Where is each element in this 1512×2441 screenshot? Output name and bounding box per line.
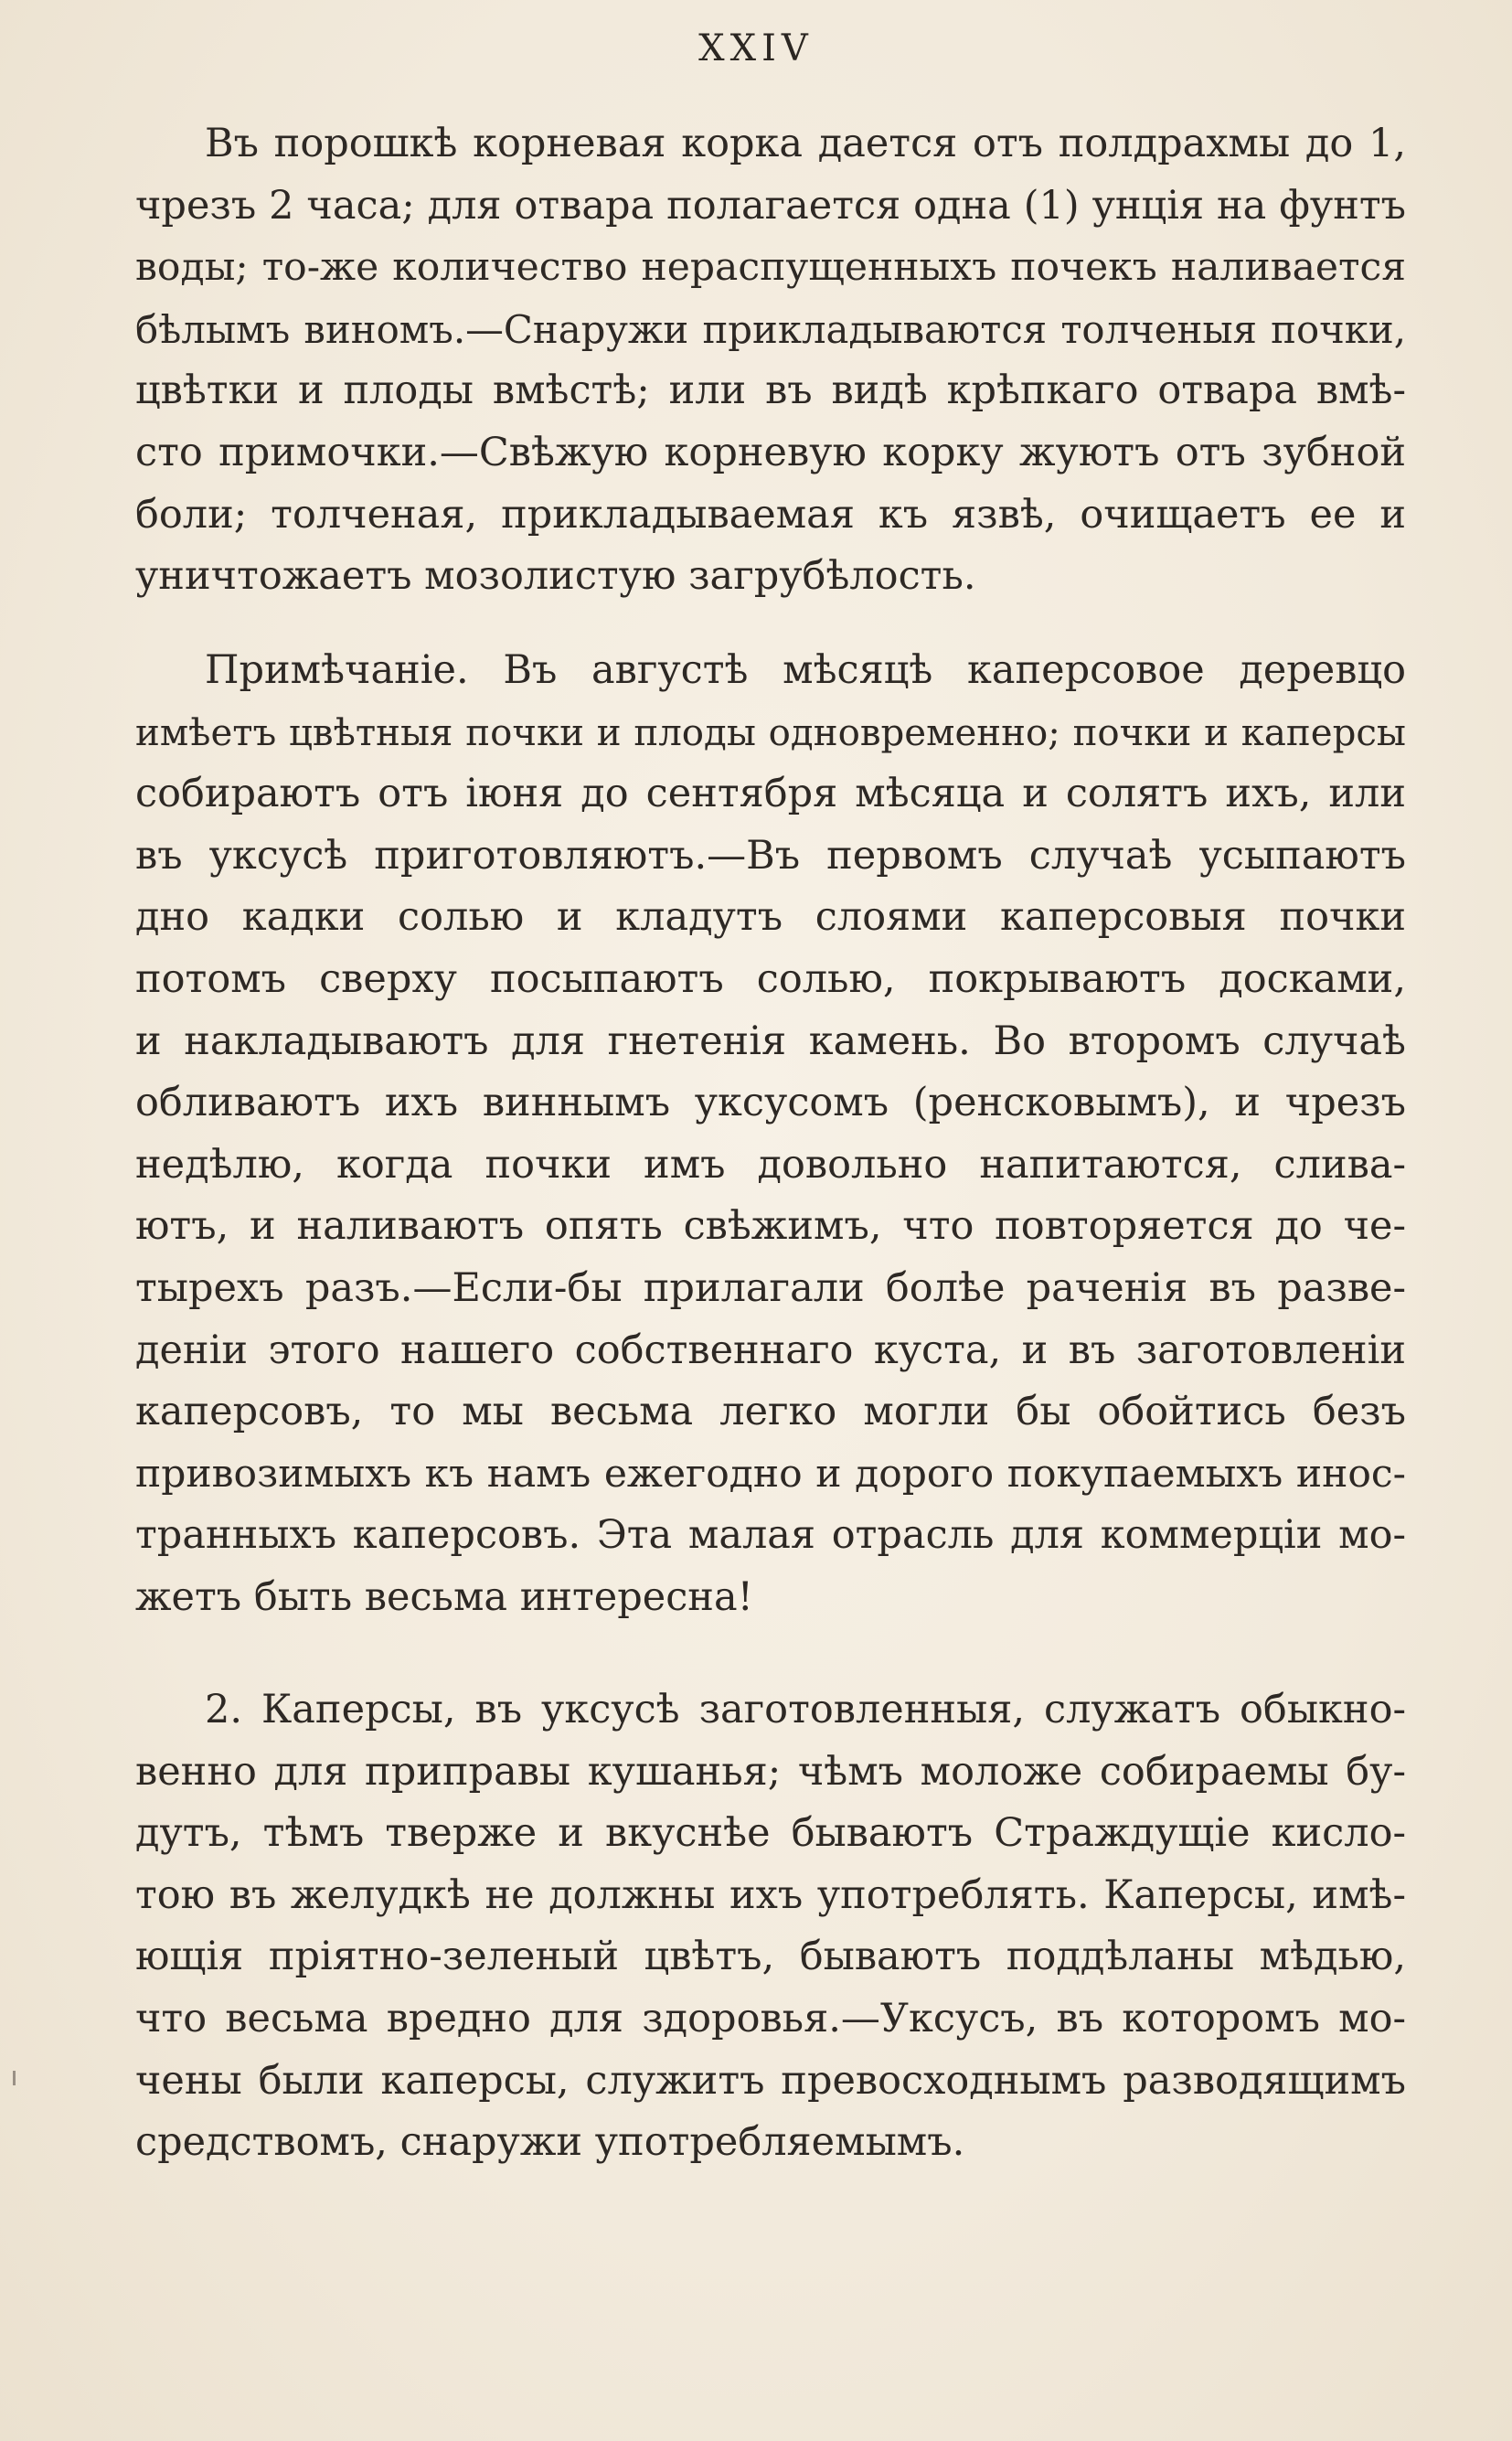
text-line: въ уксусѣ приготовляютъ.—Въ первомъ случаѣ усыпаютъ: [135, 832, 1406, 879]
text-line: транныхъ каперсовъ. Эта малая отрасль для коммерціи мо-: [135, 1512, 1406, 1559]
text-line: имѣетъ цвѣтныя почки и плоды одновременно; почки и каперсы: [135, 710, 1406, 754]
text-line: Въ порошкѣ корневая корка дается отъ полдрахмы до 1,: [205, 121, 1406, 166]
text-line: бѣлымъ виномъ.—Снаружи прикладываются толченыя почки,: [135, 306, 1406, 352]
page-number: XXIV: [698, 27, 814, 69]
text-line: деніи этого нашего собственнаго куста, и въ заготовленіи: [135, 1327, 1406, 1373]
text-line: цвѣтки и плоды вмѣстѣ; или въ видѣ крѣпкаго отвара вмѣ-: [135, 368, 1406, 414]
text-line: потомъ сверху посыпаютъ солью, покрываютъ досками,: [135, 955, 1406, 1002]
text-line: чены были каперсы, служитъ превосходнымъ разводящимъ: [135, 2057, 1406, 2104]
text-line: привозимыхъ къ намъ ежегодно и дорого покупаемыхъ инос-: [135, 1451, 1406, 1497]
text-line: воды; то-же количество нераспущенныхъ почекъ наливается: [135, 245, 1406, 291]
text-line: тою въ желудкѣ не должны ихъ употреблять. Каперсы, имѣ-: [135, 1871, 1406, 1918]
text-line: венно для приправы кушанья; чѣмъ моложе собираемы бу-: [135, 1748, 1406, 1795]
text-line: средствомъ, снаружи употребляемымъ.: [135, 2119, 965, 2166]
paragraph-note: [135, 640, 1406, 1629]
text-line: уничтожаетъ мозолистую загрубѣлость.: [135, 553, 976, 600]
text-line: дутъ, тѣмъ тверже и вкуснѣе бываютъ Страждущіе кисло-: [135, 1810, 1406, 1857]
text-line: Примѣчаніе. Въ августѣ мѣсяцѣ каперсовое деревцо: [205, 647, 1406, 693]
text-line: недѣлю, когда почки имъ довольно напитаются, слива-: [135, 1141, 1406, 1188]
text-line: жетъ быть весьма интересна!: [135, 1573, 753, 1620]
paragraph-dosage: [135, 113, 1406, 608]
paragraph-capers-use: [135, 1679, 1406, 2174]
text-line: и накладываютъ для гнетенія камень. Во второмъ случаѣ: [135, 1018, 1406, 1064]
text-line: ютъ, и наливаютъ опять свѣжимъ, что повторяется до че-: [135, 1203, 1406, 1250]
text-line: что весьма вредно для здоровья.—Уксусъ, въ которомъ мо-: [135, 1995, 1406, 2041]
margin-mark: [13, 2071, 16, 2085]
text-line: сто примочки.—Свѣжую корневую корку жуютъ отъ зубной: [135, 429, 1406, 475]
text-line: тырехъ разъ.—Если-бы прилагали болѣе раченія въ разве-: [135, 1264, 1406, 1311]
text-line: обливаютъ ихъ виннымъ уксусомъ (ренсковымъ), и чрезъ: [135, 1080, 1406, 1126]
text-line: ющія пріятно-зеленый цвѣтъ, бываютъ поддѣланы мѣдью,: [135, 1934, 1406, 1980]
text-line: дно кадки солью и кладутъ слоями каперсовыя почки: [135, 894, 1406, 941]
text-line: боли; толченая, прикладываемая къ язвѣ, очищаетъ ее и: [135, 491, 1406, 538]
text-line: 2. Каперсы, въ уксусѣ заготовленныя, служатъ обыкно-: [205, 1687, 1406, 1732]
text-line: каперсовъ, то мы весьма легко могли бы обойтись безъ: [135, 1389, 1406, 1435]
text-line: чрезъ 2 часа; для отвара полагается одна (1) унція на фунтъ: [135, 182, 1406, 229]
text-line: собираютъ отъ іюня до сентября мѣсяца и солятъ ихъ, или: [135, 771, 1406, 817]
